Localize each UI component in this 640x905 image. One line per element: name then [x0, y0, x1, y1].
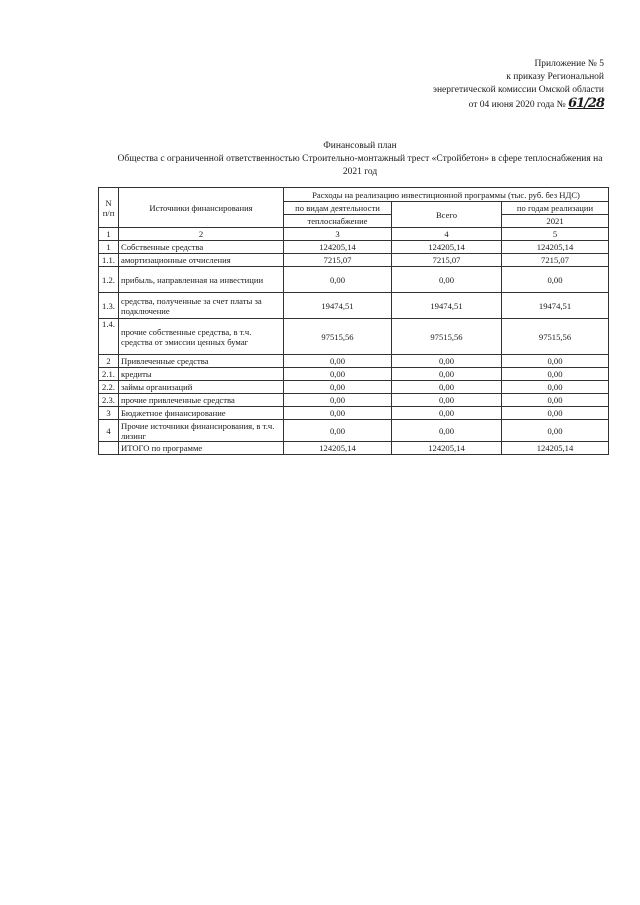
header-by-years: по годам реализации: [502, 202, 609, 215]
row-value: 0,00: [284, 381, 392, 394]
title-line: 2021 год: [342, 167, 378, 177]
row-num: 4: [99, 420, 119, 442]
table-row: [99, 420, 609, 442]
row-num: 1.3.: [99, 293, 119, 319]
table-row: [99, 368, 609, 381]
table-row: [99, 394, 609, 407]
header-total: Всего: [392, 202, 502, 228]
row-value: 0,00: [502, 368, 609, 381]
row-value: 124205,14: [392, 442, 502, 455]
col-number: 4: [392, 228, 502, 241]
title-line: Общества с ограниченной ответственностью Строительно-монтажный трест «Стройбетон» в сфере теплоснабжения на: [117, 154, 603, 164]
row-num: 1.1.: [99, 254, 119, 267]
row-name: Бюджетное финансирование: [119, 407, 284, 420]
table-row: [99, 293, 609, 319]
row-name: кредиты: [119, 368, 284, 381]
header-year: 2021: [502, 215, 609, 228]
header-expenses: Расходы на реализацию инвестиционной программы (тыс. руб. без НДС): [284, 188, 609, 202]
row-value: 19474,51: [284, 293, 392, 319]
row-value: 0,00: [284, 368, 392, 381]
row-num: 2.1.: [99, 368, 119, 381]
row-value: 97515,56: [392, 319, 502, 355]
row-name: Привлеченные средства: [119, 355, 284, 368]
row-name: Собственные средства: [119, 241, 284, 254]
row-value: 97515,56: [502, 319, 609, 355]
col-number: 3: [284, 228, 392, 241]
row-num: 2: [99, 355, 119, 368]
table-row: [99, 241, 609, 254]
row-name: амортизационные отчисления: [119, 254, 284, 267]
row-value: 7215,07: [392, 254, 502, 267]
appendix-note: [433, 58, 604, 112]
row-value: 0,00: [284, 267, 392, 293]
row-name: ИТОГО по программе: [119, 442, 284, 455]
row-name: прибыль, направленная на инвестиции: [119, 267, 284, 293]
row-value: 0,00: [392, 368, 502, 381]
document-title: [100, 140, 620, 179]
row-value: 0,00: [392, 394, 502, 407]
row-value: 0,00: [284, 407, 392, 420]
row-value: 0,00: [392, 420, 502, 442]
row-value: 0,00: [502, 355, 609, 368]
table-row: [99, 319, 609, 355]
header-source: Источники финансирования: [119, 188, 284, 228]
row-value: 0,00: [392, 267, 502, 293]
row-value: 0,00: [502, 381, 609, 394]
header-num: N п/п: [99, 188, 119, 228]
row-num: 1.4.: [99, 319, 119, 355]
row-value: 19474,51: [392, 293, 502, 319]
col-number: 2: [119, 228, 284, 241]
row-name: прочие привлеченные средства: [119, 394, 284, 407]
row-value: 0,00: [284, 394, 392, 407]
appendix-line: [433, 97, 604, 112]
appendix-line: к приказу Региональной: [506, 72, 604, 82]
row-value: 0,00: [502, 407, 609, 420]
row-value: 0,00: [502, 420, 609, 442]
row-value: 7215,07: [502, 254, 609, 267]
row-name: займы организаций: [119, 381, 284, 394]
order-number: 61/28: [568, 96, 604, 111]
table-row: [99, 254, 609, 267]
col-number: 5: [502, 228, 609, 241]
row-value: 0,00: [284, 420, 392, 442]
row-value: 124205,14: [502, 241, 609, 254]
row-value: 97515,56: [284, 319, 392, 355]
order-date: от 04 июня 2020 года №: [468, 100, 566, 110]
header-heat-supply: теплоснабжение: [284, 215, 392, 228]
row-value: 0,00: [502, 267, 609, 293]
row-value: 124205,14: [284, 442, 392, 455]
row-name: прочие собственные средства, в т.ч. средства от эмиссии ценных бумаг: [119, 319, 284, 355]
table-row: [99, 355, 609, 368]
table-row: [99, 407, 609, 420]
row-value: 7215,07: [284, 254, 392, 267]
row-num: 2.3.: [99, 394, 119, 407]
row-value: 124205,14: [392, 241, 502, 254]
table-row: [99, 267, 609, 293]
title-line: Финансовый план: [323, 141, 397, 151]
row-value: 0,00: [392, 355, 502, 368]
table-row-total: [99, 442, 609, 455]
row-num: 1.2.: [99, 267, 119, 293]
row-value: 0,00: [284, 355, 392, 368]
row-name: Прочие источники финансирования, в т.ч. лизинг: [119, 420, 284, 442]
header-by-activity: по видам деятельности: [284, 202, 392, 215]
row-value: 124205,14: [284, 241, 392, 254]
financial-plan-table: [98, 187, 609, 455]
row-num: 3: [99, 407, 119, 420]
row-value: 19474,51: [502, 293, 609, 319]
row-num: 2.2.: [99, 381, 119, 394]
row-value: 124205,14: [502, 442, 609, 455]
table-row: [99, 381, 609, 394]
row-value: 0,00: [392, 381, 502, 394]
row-num: [99, 442, 119, 455]
appendix-line: энергетической комиссии Омской области: [432, 85, 604, 95]
row-value: 0,00: [392, 407, 502, 420]
appendix-line: Приложение № 5: [534, 59, 604, 69]
row-num: 1: [99, 241, 119, 254]
col-number: 1: [99, 228, 119, 241]
row-name: средства, полученные за счет платы за подключение: [119, 293, 284, 319]
row-value: 0,00: [502, 394, 609, 407]
